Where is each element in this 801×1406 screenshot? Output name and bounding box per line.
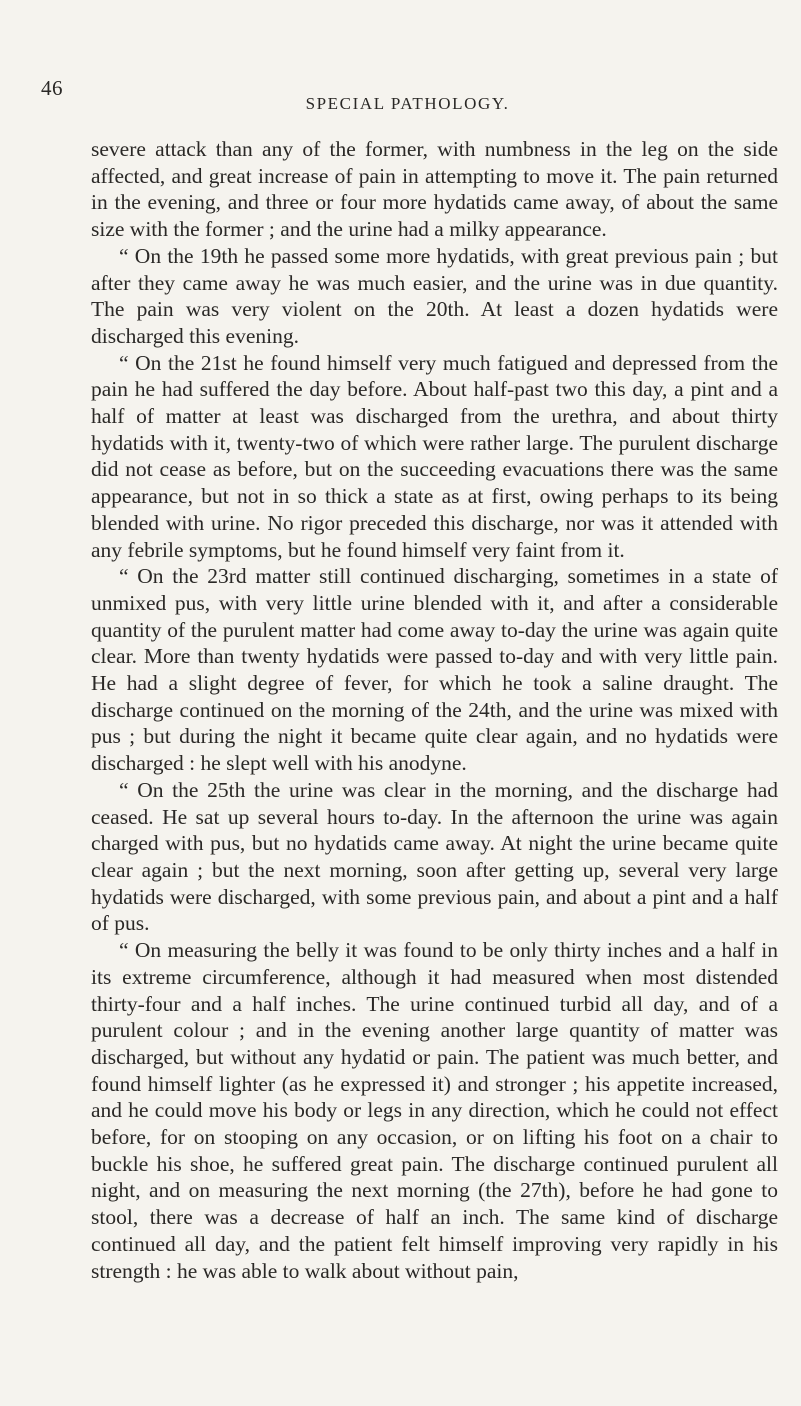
body-text [91, 136, 778, 1284]
running-head: SPECIAL PATHOLOGY. [305, 94, 510, 113]
paragraph-21st: “ On the 21st he found himself very much fatigued and depressed from the pain he had suffered the day before. About half-past two this day, a pint and a half of matter at least was discharged from the urethra, and about thirty hydatids with it, twenty-two of which were rather large. The purulent discharge did not cease as before, but on the succeeding evacuations there was the same appearance, but not in so thick a state as at first, owing perhaps to its being blended with urine. No rigor preceded this discharge, nor was it attended with any febrile symptoms, but he found himself very faint from it. [91, 350, 778, 562]
paragraph-23rd: “ On the 23rd matter still continued discharging, sometimes in a state of unmixed pus, with very little urine blended with it, and after a considerable quantity of the purulent matter had come away to-day the urine was again quite clear. More than twenty hydatids were passed to-day and with very little pain. He had a slight degree of fever, for which he took a saline draught. The discharge continued on the morning of the 24th, and the urine was mixed with pus ; but during the night it became quite clear again, and no hydatids were discharged : he slept well with his anodyne. [91, 564, 778, 776]
paragraph-19th: “ On the 19th he passed some more hydatids, with great previous pain ; but after they came away he was much easier, and the urine was in due quantity. The pain was very violent on the 20th. At least a dozen hydatids were discharged this evening. [91, 243, 778, 348]
paragraph-25th: “ On the 25th the urine was clear in the morning, and the discharge had ceased. He sat up several hours to-day. In the afternoon the urine was again charged with pus, but no hydatids came away. At night the urine became quite clear again ; but the next morning, soon after getting up, several very large hydatids were discharged, with some previous pain, and about a pint and a half of pus. [91, 777, 778, 936]
paragraph-continuation: severe attack than any of the former, with numbness in the leg on the side affected, and great increase of pain in attempting to move it. The pain returned in the evening, and three or four more hydatids came away, of about the same size with the former ; and the urine had a milky appearance. [91, 137, 778, 242]
page-number: 46 [41, 76, 63, 100]
paragraph-measuring: “ On measuring the belly it was found to be only thirty inches and a half in its extreme circumference, although it had measured when most distended thirty-four and a half inches. The urine continued turbid all day, and of a purulent colour ; and in the evening another large quantity of matter was discharged, but without any hydatid or pain. The patient was much better, and found himself lighter (as he expressed it) and stronger ; his appetite increased, and he could move his body or legs in any direction, which he could not effect before, for on stooping on any occasion, or on lifting his foot on a chair to buckle his shoe, he suffered great pain. The discharge continued purulent all night, and on measuring the next morning (the 27th), before he had gone to stool, there was a decrease of half an inch. The same kind of discharge continued all day, and the patient felt himself improving very rapidly in his strength : he was able to walk about without pain, [91, 938, 778, 1283]
